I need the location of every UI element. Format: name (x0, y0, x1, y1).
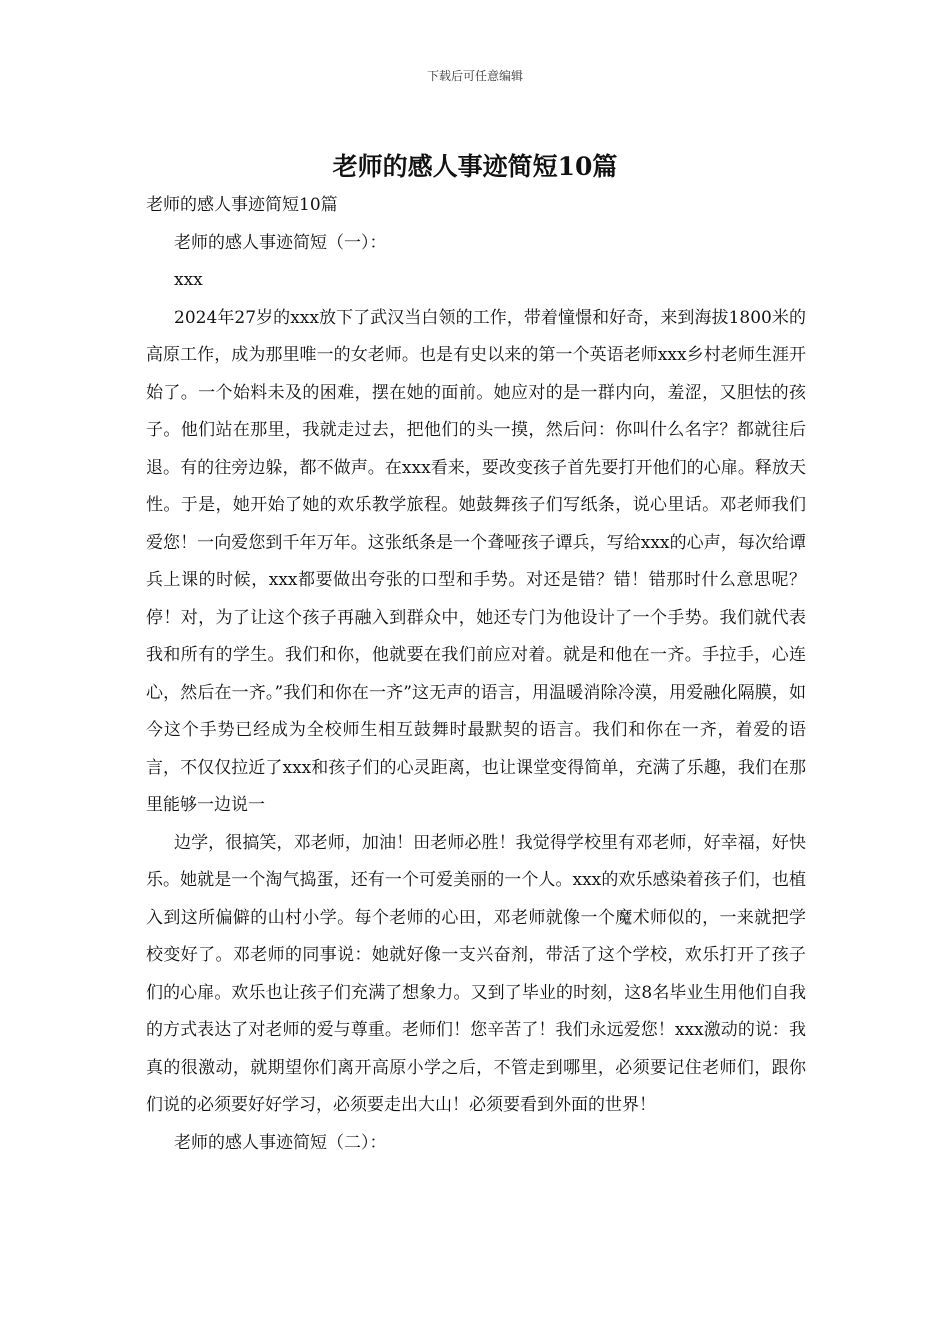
paragraph-1: 2024年27岁的xxx放下了武汉当白领的工作，带着憧憬和好奇，来到海拔1800米的高原工作，成为那里唯一的女老师。也是有史以来的第一个英语老师xxx乡村老师生涯开始了。一个始料未及的困难，摆在她的面前。她应对的是一群内向，羞涩，又胆怯的孩子。他们站在那里，我就走过去，把他们的头一摸，然后问：你叫什么名字？都就往后退。有的往旁边躲，都不做声。在xxx看来，要改变孩子首先要打开他们的心扉。释放天性。于是，她开始了她的欢乐教学旅程。她鼓舞孩子们写纸条，说心里话。邓老师我们爱您！一向爱您到千年万年。这张纸条是一个聋哑孩子谭兵，写给xxx的心声，每次给谭兵上课的时候，xxx都要做出夸张的口型和手势。对还是错？错！错那时什么意思呢？停！对，为了让这个孩子再融入到群众中，她还专门为他设计了一个手势。我们就代表我和所有的学生。我们和你，他就要在我们前应对着。就是和他在一齐。手拉手，心连心，然后在一齐。”我们和你在一齐”这无声的语言，用温暖消除冷漠，用爱融化隔膜，如今这个手势已经成为全校师生相互鼓舞时最默契的语言。我们和你在一齐，着爱的语言，不仅仅拉近了xxx和孩子们的心灵距离，也让课堂变得简单，充满了乐趣，我们在那里能够一边说一 (146, 307, 806, 815)
paragraph-2: 边学，很搞笑，邓老师，加油！田老师必胜！我觉得学校里有邓老师，好幸福，好快乐。她就是一个淘气捣蛋，还有一个可爱美丽的一个人。xxx的欢乐感染着孩子们，也植入到这所偏僻的山村小学。每个老师的心田，邓老师就像一个魔术师似的，一来就把学校变好了。邓老师的同事说：她就好像一支兴奋剂，带活了这个学校，欢乐打开了孩子们的心扉。欢乐也让孩子们充满了想象力。又到了毕业的时刻，这8名毕业生用他们自我的方式表达了对老师的爱与尊重。老师们！您辛苦了！我们永远爱您！xxx激动的说：我真的很激动，就期望你们离开高原小学之后，不管走到哪里，必须要记住老师们，跟你们说的必须要好好学习，必须要走出大山！必须要看到外面的世界！ (146, 832, 806, 1115)
name-line: xxx (174, 270, 203, 290)
document-title: 老师的感人事迹简短10篇 (332, 152, 618, 181)
header-note: 下载后可任意编辑 (426, 69, 523, 83)
document-subtitle: 老师的感人事迹简短10篇 (146, 195, 338, 215)
document-body (146, 187, 806, 1162)
section-heading-2: 老师的感人事迹简短（二）： (174, 1132, 387, 1153)
section-heading-1: 老师的感人事迹简短（一）： (174, 232, 387, 253)
